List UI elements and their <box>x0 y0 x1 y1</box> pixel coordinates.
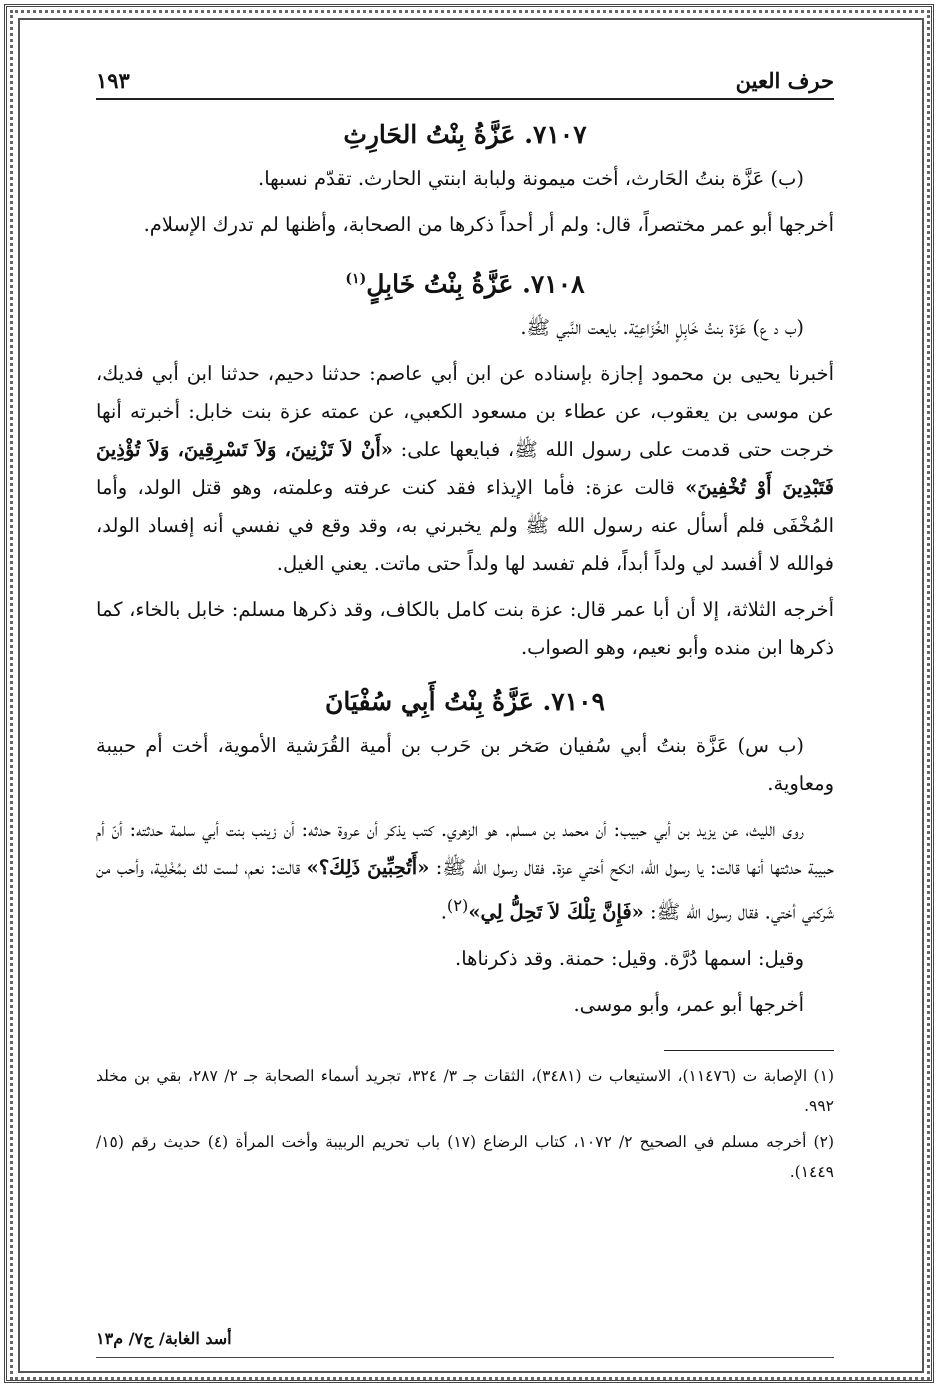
footnote-separator <box>664 1050 834 1051</box>
entry-7109-para-4: أخرجها أبو عمر، وأبو موسى. <box>573 992 804 1016</box>
page-header <box>96 62 834 100</box>
entry-title-7108-text: ٧١٠٨. عَزَّةُ بِنْتُ خَابِلٍ <box>366 269 585 299</box>
entry-title-7107: ٧١٠٧. عَزَّةُ بِنْتُ الحَارِثِ <box>343 120 587 149</box>
entry-7109-para-3: وقيل: اسمها دُرَّة. وقيل: حمنة. وقد ذكرناها. <box>455 946 804 970</box>
hadith-quote-2: «فَإِنَّ تِلْكَ لاَ تَحِلُّ لِي» <box>468 900 644 924</box>
hadith-quote-1: «أَتُحِبِّينَ ذَلِكَ؟» <box>306 856 430 880</box>
page-body <box>96 62 834 1362</box>
page-number: ١٩٣ <box>96 68 130 93</box>
entry-7108-para-2 <box>96 355 834 583</box>
entry-title-7108 <box>96 262 834 301</box>
bottom-rule <box>96 1357 834 1358</box>
footnote-1: (١) الإصابة ت (١١٤٧٦)، الاستيعاب ت (٣٤٨١)، الثقات جـ ٣/ ٣٢٤، تجريد أسماء الصحابة جـ ٢/ ٢٨٧، بقي بن مخلد ٩٩٢. <box>96 1066 834 1115</box>
entry-7109-para-2-a: روى الليث، عن يزيد بن أبي حبيب: أن محمد بن مسلم. هو الزهري. كتب يذكر أن عروة حدثه: أن زينب بنت أبي سلمة حدثته: أنّ أم حبيبة حدثتها أنها قالت: يا رسول الله، انكح أختي عزة. فقال رسول الله ﷺ: <box>96 818 834 880</box>
entry-7109-para-1: (ب س) عَزَّة بنتُ أبي سُفيان صَخر بن حَرب بن أمية القُرَشية الأموية، أخت أم حبيبة ومعاوية. <box>96 734 834 796</box>
entry-7107-para-1: (ب) عَزَّة بنتُ الحَارث، أخت ميمونة ولبابة ابنتي الحارث. تقدّم نسبها. <box>258 167 804 190</box>
entry-title-7109: ٧١٠٩. عَزَّةُ بِنْتُ أَبِي سُفْيَانَ <box>325 687 605 717</box>
volume-signature: أسد الغابة/ ج٧/ م١٣ <box>96 1329 232 1348</box>
entry-7108-para-2-a: أخبرنا يحيى بن محمود إجازة بإسناده عن ابن أبي عاصم: حدثنا دحيم، حدثنا ابن أبي فديك، عن موسى بن يعقوب، عن عطاء بن مسعود الكعبي، عن عمته عزة بنت خابل: أخبرته أنها خرجت حتى قدمت على رسول الله ﷺ، فبايعها على: <box>96 362 835 462</box>
entry-7108-para-2-b: قالت عزة: فأما الإيذاء فقد كنت عرفته وعلمته، وهو قتل الولد، وأما المُخْفَى فلم أسأل عنه رسول الله ﷺ ولم يخبرني به، وقد وقع في نفسي أنه إفساد الولد، فوالله لا أفسد لي ولداً أبداً، فلم تفسد لها ولداً حتى ماتت. يعني الغيل. <box>96 476 834 576</box>
entry-7109-para-2: روى الليث، عن يزيد بن أبي حبيب: أن محمد بن مسلم. هو الزهري. كتب يذكر أن عروة حدثه: أن زينب بنت أبي سلمة حدثته: أنّ أم حبيبة حدثتها أنها قالت: يا رسول الله، انكح أختي عزة. فقال رسول الله ﷺ: «أَتُحِبِّينَ ذَلِكَ؟» قالت: نعم، لست لك بمُخْلِية، وأحب من شَركني أختي. فقال رسول الله ﷺ: «فَإِنَّ تِلْكَ لاَ تَحِلُّ لِي»$^{(٢)}$. <box>96 818 834 924</box>
entry-7107-para-2: أخرجها أبو عمر مختصراً، قال: ولم أر أحداً ذكرها من الصحابة، وأظنها لم تدرك الإسلام. <box>143 213 834 236</box>
footnote-ref-1: (١) <box>345 271 367 287</box>
entry-7108-para-1: (ب د ع) عَزّة بنتُ خَابِلٍ الخُزَاعِيّة. بايعت النَّبي ﷺ. <box>520 316 804 340</box>
entry-7109-para-2-b: قالت: نعم، لست لك بمُخْلِية، وأحب من شَركني أختي. فقال رسول الله ﷺ: <box>96 856 834 924</box>
footnote-ref-2: (٢) <box>446 896 469 916</box>
hadith-quote: «أَنْ لاَ تَزْنِينَ، وَلاَ تَسْرِقِينَ، وَلاَ تُؤْذِينَ فَتَبْدِينَ أَوْ تُخْفِينَ» <box>96 438 835 500</box>
entry-7108-para-3: أخرجه الثلاثة، إلا أن أبا عمر قال: عزة بنت كامل بالكاف، وقد ذكرها مسلم: خابل بالخاء، كما ذكرها ابن منده وأبو نعيم، وهو الصواب. <box>96 598 834 660</box>
running-title: حرف العين <box>735 68 834 93</box>
footnote-2: (٢) أخرجه مسلم في الصحيح ٢/ ١٠٧٢، كتاب الرضاع (١٧) باب تحريم الربيبة وأخت المرأة (٤) حديث رقم (١٥/ ١٤٤٩). <box>96 1132 834 1181</box>
